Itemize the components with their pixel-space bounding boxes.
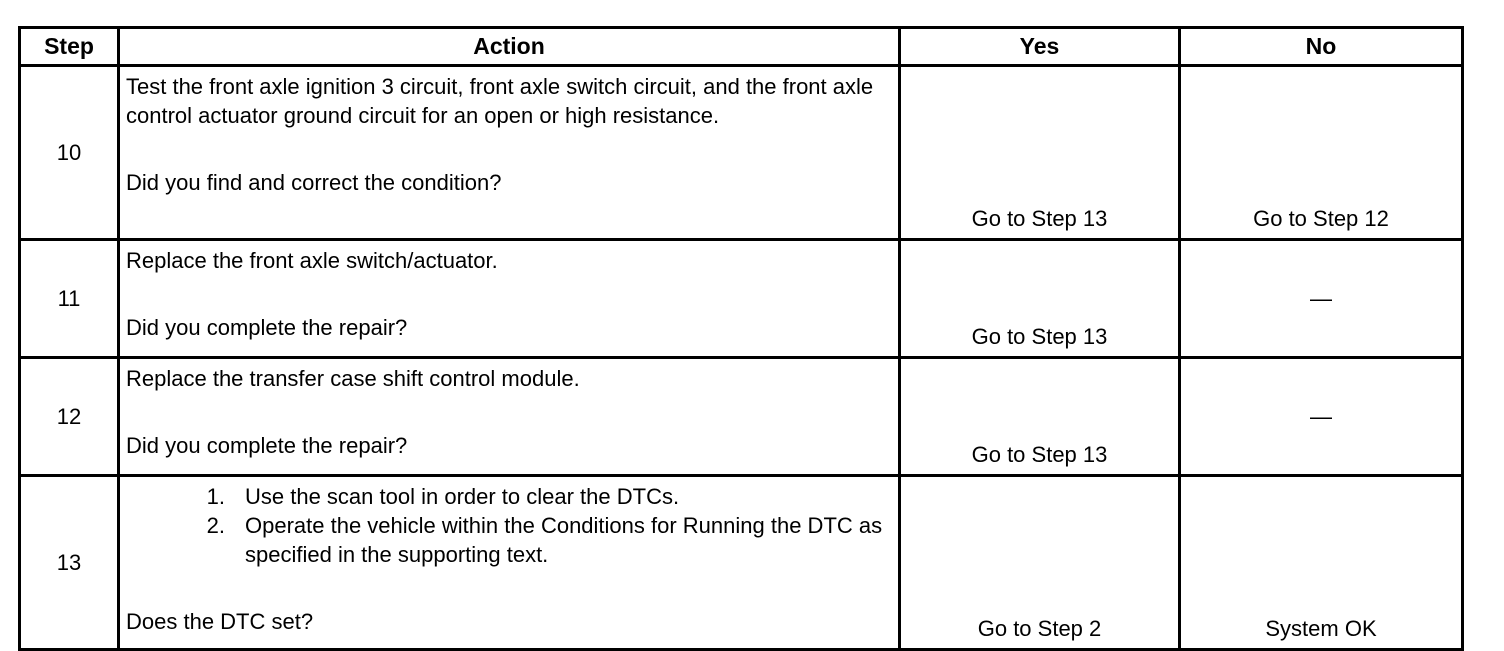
substep-item bbox=[126, 511, 892, 569]
substep-number: 2. bbox=[206, 513, 225, 538]
table-row bbox=[20, 240, 1463, 358]
header-yes: Yes bbox=[900, 28, 1180, 66]
table-row bbox=[20, 66, 1463, 240]
yes-outcome: Go to Step 13 bbox=[900, 358, 1180, 476]
step-number: 11 bbox=[20, 240, 119, 358]
no-outcome: — bbox=[1180, 240, 1463, 358]
table-row bbox=[20, 358, 1463, 476]
action-instruction: Replace the transfer case shift control module. bbox=[126, 366, 580, 391]
yes-outcome: Go to Step 13 bbox=[900, 240, 1180, 358]
action-cell bbox=[119, 358, 900, 476]
action-question: Did you find and correct the condition? bbox=[126, 170, 502, 195]
substep-number: 1. bbox=[206, 484, 225, 509]
header-no: No bbox=[1180, 28, 1463, 66]
yes-outcome: Go to Step 2 bbox=[900, 476, 1180, 650]
yes-outcome: Go to Step 13 bbox=[900, 66, 1180, 240]
step-number: 12 bbox=[20, 358, 119, 476]
substep-text: Use the scan tool in order to clear the DTCs. bbox=[245, 484, 680, 509]
header-step: Step bbox=[20, 28, 119, 66]
header-row bbox=[20, 28, 1463, 66]
header-action: Action bbox=[119, 28, 900, 66]
action-cell bbox=[119, 66, 900, 240]
no-outcome: System OK bbox=[1180, 476, 1463, 650]
action-question: Did you complete the repair? bbox=[126, 433, 408, 458]
action-question: Does the DTC set? bbox=[126, 609, 314, 634]
action-instruction: Replace the front axle switch/actuator. bbox=[126, 248, 498, 273]
action-cell bbox=[119, 240, 900, 358]
action-instruction: Test the front axle ignition 3 circuit, front axle switch circuit, and the front axle control actuator ground circuit for an open or high resistance. bbox=[126, 74, 874, 128]
no-outcome: — bbox=[1180, 358, 1463, 476]
action-cell bbox=[119, 476, 900, 650]
table-row bbox=[20, 476, 1463, 650]
diagnostic-table bbox=[18, 26, 1464, 651]
substep-text: Operate the vehicle within the Conditions for Running the DTC as specified in the supporting text. bbox=[245, 513, 883, 567]
substep-item bbox=[126, 482, 892, 511]
substep-list bbox=[126, 482, 892, 569]
step-number: 13 bbox=[20, 476, 119, 650]
no-outcome: Go to Step 12 bbox=[1180, 66, 1463, 240]
action-question: Did you complete the repair? bbox=[126, 315, 408, 340]
step-number: 10 bbox=[20, 66, 119, 240]
